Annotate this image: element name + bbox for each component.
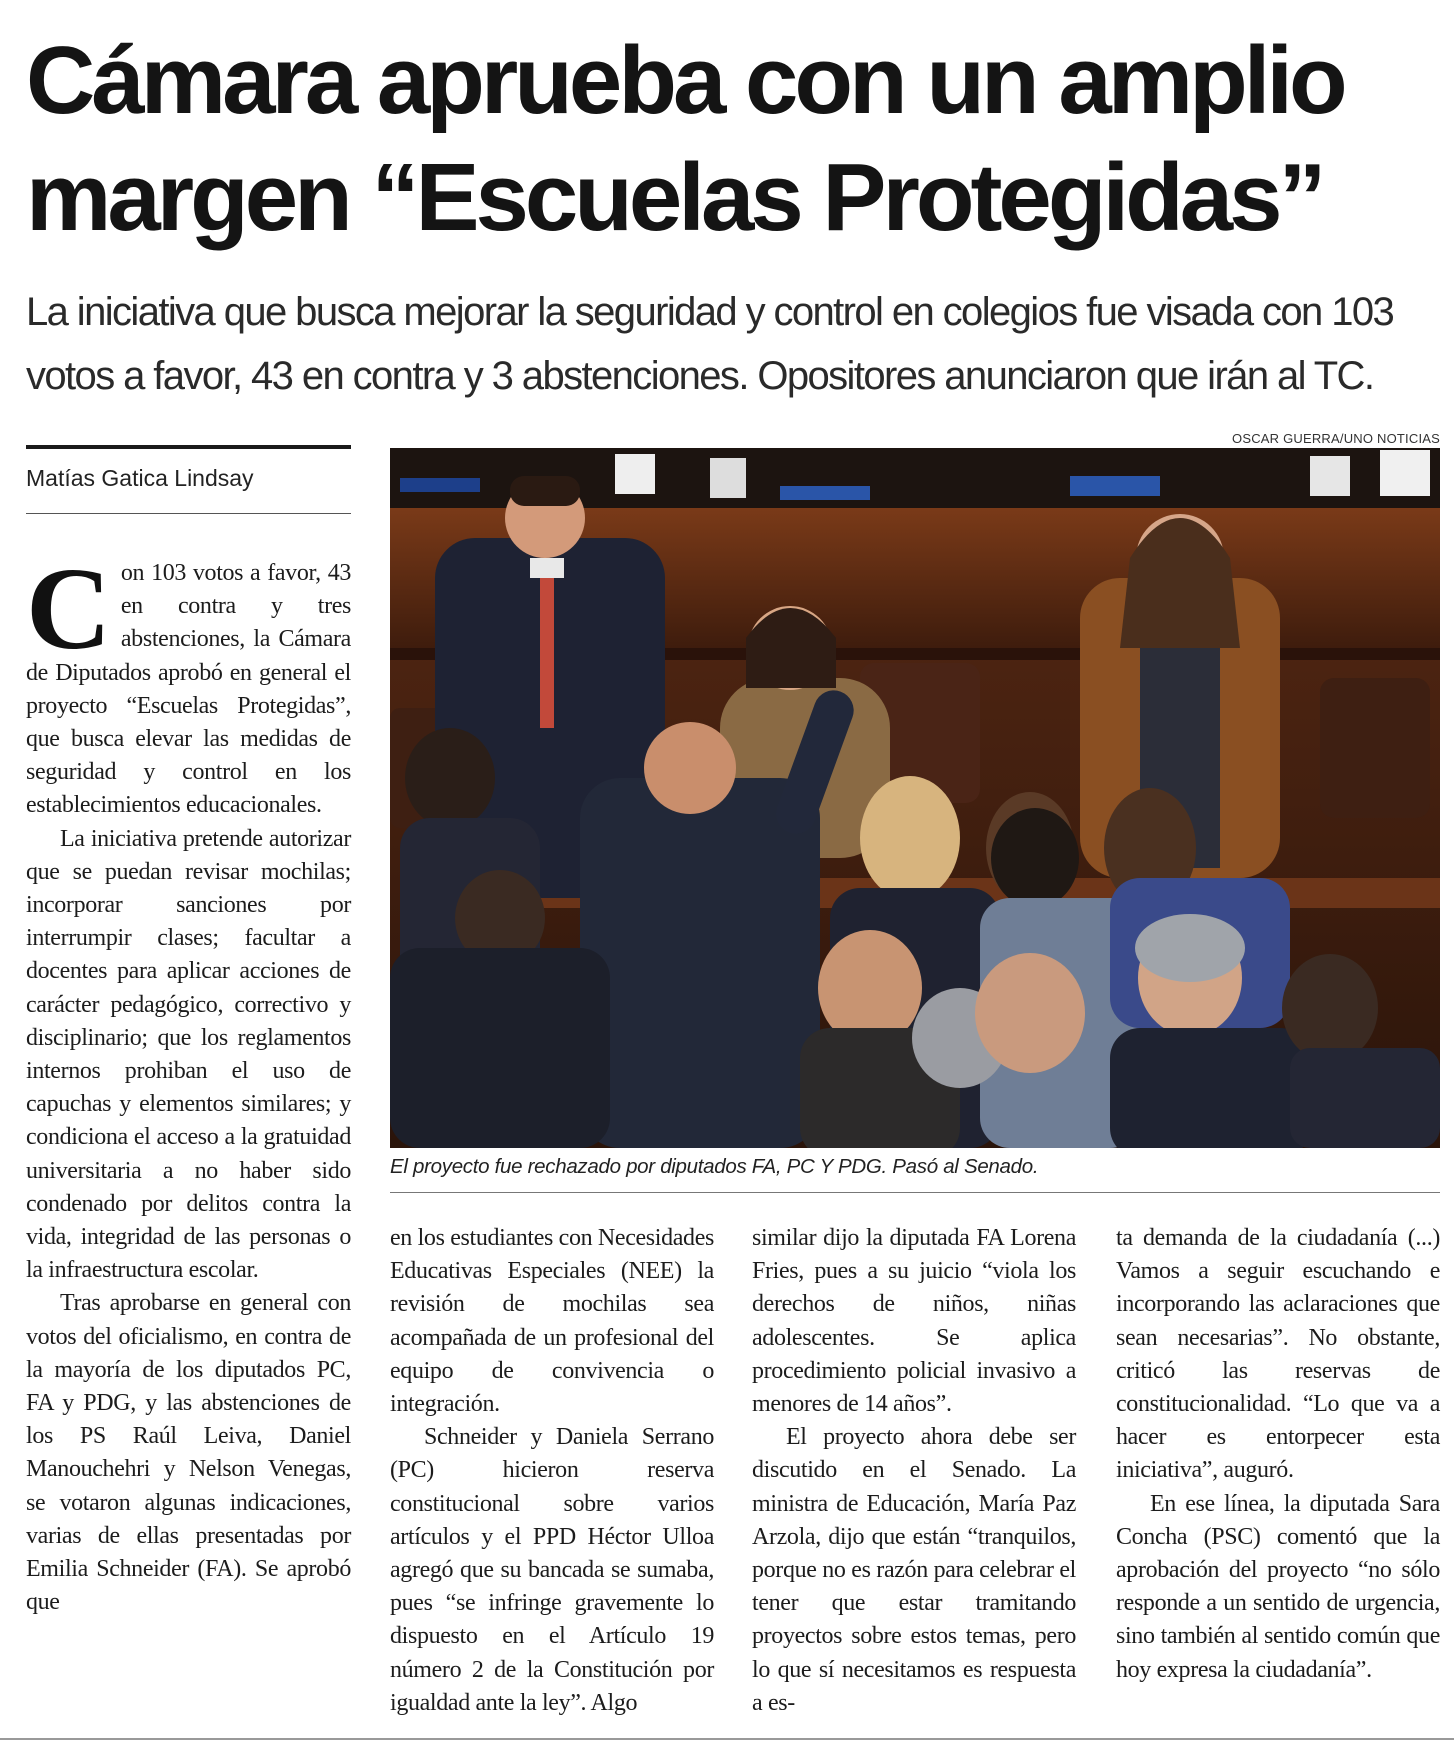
paragraph-9: En ese línea, la diputada Sara Concha (PSC) comentó que la aprobación del proyecto “no sólo responde a un sentido de urgencia, sino también al sentido común que hoy expresa la ciudadanía”. xyxy=(1116,1490,1440,1683)
byline-rule-top xyxy=(26,445,351,449)
drop-cap: C xyxy=(26,543,111,674)
caption-rule xyxy=(390,1192,1440,1193)
paragraph-7: El proyecto ahora debe ser discutido en el Senado. La ministra de Educación, María Paz Arzola, dijo que están “tranquilos, porque no es razón para celebrar el tener que estar tramitando proyectos sobre estos temas, pero lo que sí necesitamos es respuesta a es- xyxy=(752,1424,1076,1716)
photo-credit: OSCAR GUERRA/UNO NOTICIAS xyxy=(1232,431,1440,446)
article-column-3 xyxy=(752,1222,1076,1720)
paragraph-3: Tras aprobarse en general con votos del oficialismo, en contra de la mayoría de los diputados PC, FA y PDG, y las abstenciones de los PS Raúl Leiva, Daniel Manouchehri y Nelson Venegas, se votaron algunas indicaciones, varias de ellas presentadas por Emilia Schneider (FA). Se aprobó que xyxy=(26,1290,351,1616)
article-column-4 xyxy=(1116,1222,1440,1687)
chamber-photo-illustration xyxy=(390,448,1440,1148)
paragraph-2: La iniciativa pretende autorizar que se puedan revisar mochilas; incorporar sanciones por interrumpir clases; facultar a docentes para aplicar acciones de carácter pedagógico, correctivo y disciplinario; que los reglamentos internos prohiban el uso de capuchas y elementos similares; y condiciona el acceso a la gratuidad universitaria a no haber sido condenado por delitos contra la vida, integridad de las personas o la infraestructura escolar. xyxy=(26,825,351,1284)
subheadline: La iniciativa que busca mejorar la seguridad y control en colegios fue visada con 103 votos a favor, 43 en contra y 3 abstenciones. Opositores anunciaron que irán al TC. xyxy=(26,290,1394,398)
byline-rule-bottom xyxy=(26,513,351,514)
article-column-2 xyxy=(390,1222,714,1720)
headline-line-1: Cámara aprueba con un amplio xyxy=(26,27,1344,134)
headline xyxy=(26,22,1436,256)
photo-caption: El proyecto fue rechazado por diputados FA, PC Y PDG. Pasó al Senado. xyxy=(390,1155,1039,1178)
byline: Matías Gatica Lindsay xyxy=(26,465,254,491)
article-column-1 xyxy=(26,543,351,1620)
headline-line-2: margen “Escuelas Protegidas” xyxy=(26,144,1323,251)
paragraph-1: on 103 votos a favor, 43 en contra y tres abstenciones, la Cámara de Diputados aprobó en general el proyecto “Escuelas Protegidas”, que busca elevar las medidas de seguridad y control en los establecimientos educacionales. xyxy=(26,560,351,819)
article-photo xyxy=(390,448,1440,1148)
paragraph-8: ta demanda de la ciudadanía (...) Vamos a seguir escuchando e incorporando las aclaraciones que sean necesarias”. No obstante, criticó las reservas de constitucionalidad. “Lo que va a hacer es entorpecer esta iniciativa”, auguró. xyxy=(1116,1225,1440,1484)
paragraph-4: en los estudiantes con Necesidades Educativas Especiales (NEE) la revisión de mochilas sea acompañada de un profesional del equipo de convivencia o integración. xyxy=(390,1225,714,1418)
paragraph-6: similar dijo la diputada FA Lorena Fries, pues a su juicio “viola los derechos de niños, niñas adolescentes. Se aplica procedimiento policial invasivo a menores de 14 años”. xyxy=(752,1225,1076,1418)
bottom-rule xyxy=(0,1738,1454,1740)
paragraph-5: Schneider y Daniela Serrano (PC) hicieron reserva constitucional sobre varios artículos y el PPD Héctor Ulloa agregó que su bancada se sumaba, pues “se infringe gravemente lo dispuesto en el Artículo 19 número 2 de la Constitución por igualdad ante la ley”. Algo xyxy=(390,1424,714,1716)
